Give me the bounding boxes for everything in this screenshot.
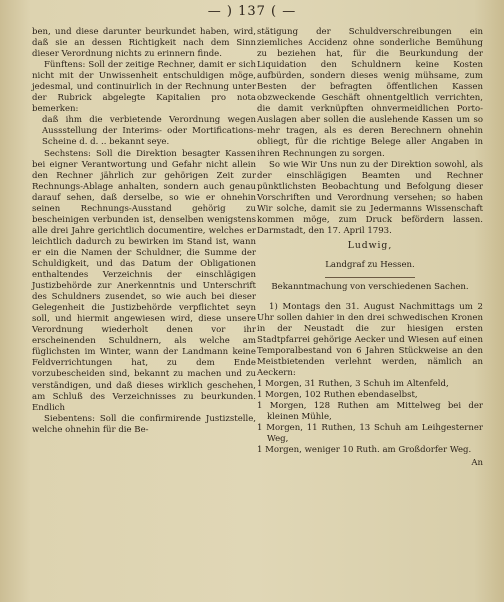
list-item: 1 Morgen, weniger 10 Ruth. am Großdorfer Weg. bbox=[257, 445, 472, 456]
left-column bbox=[32, 27, 256, 436]
list-item: 1 Morgen, 11 Ruthen, 13 Schuh am Leihgesterner Weg, bbox=[257, 423, 483, 445]
right-column bbox=[257, 27, 483, 478]
paragraph: So wie Wir Uns nun zu der Direktion sowohl, als der einschlägigen Beamten und Rechner pünktlichsten Beobachtung und Befolgung dieser Vorschriften und Verordnung versehen; so haben Wir solche, damit sie zu Jedermanns Wissenschaft kommen möge, zum Druck befördern lassen. Darmstadt, den 17. April 1793. bbox=[257, 159, 483, 236]
section-heading: Bekanntmachung von verschiedenen Sachen. bbox=[271, 282, 469, 293]
list-item: 1 Morgen, 102 Ruthen ebendaselbst, bbox=[257, 390, 418, 401]
signature-name: Ludwig, bbox=[347, 239, 393, 251]
paragraph: 1) Montags den 31. August Nachmittags um 2 Uhr sollen dahier in den drei schwedischen Kronen in der Neustadt die zur hiesigen ersten Stadtpfarrei gehörige Aecker und Wiesen auf einen Temporalbestand von 6 Jahren Stückweise an den Meistbietenden verlehnt werden, nämlich an Aeckern: bbox=[257, 301, 483, 379]
paragraph: ben, und diese darunter beurkundet haben, wird, daß sie an dessen Richtigkeit nach dem Sinn dieser Verordnung nichts zu erinnern finde. bbox=[32, 27, 256, 60]
paragraph: Siebentens: Soll die confirmirende Justizstelle, welche ohnehin für die Be- bbox=[32, 413, 256, 435]
list-item: 1 Morgen, 128 Ruthen am Mittelweg bei der kleinen Mühle, bbox=[257, 401, 483, 423]
paragraph: Fünftens: Soll der zeitige Rechner, damit er sich nicht mit der Unwissenheit entschuldigen möge, jedesmal, und continuirlich in der Rechnung unter der Rubrick abgelegte Kapitalien pro nota bemerken: bbox=[32, 60, 256, 115]
catchword: An bbox=[471, 458, 483, 469]
list-item: 1 Morgen, 31 Ruthen, 3 Schuh im Altenfeld, bbox=[257, 379, 449, 390]
paragraph: Sechstens: Soll die Direktion besagter Kassen bei eigner Verantwortung und Gefahr nicht allein den Rechner jährlich zur gehörigen Zeit zur Rechnungs-Ablage anhalten, sondern auch genau darauf sehen, daß derselbe, so wie er ohnehin seinen Rechnungs-Ausstand gehörig zu bescheinigen verbunden ist, denselben wenigstens alle drei Jahre gerichtlich documentire, welches er leichtlich dadurch zu bewirken im Stand ist, wann er ein die Namen der Schuldner, die Summe der Schuldigkeit, und das Datum der Obligationen enthaltendes Verzeichnis der einschlägigen Justizbehörde zur Anerkenntnis und Unterschrift des Schuldners zusendet, so wie auch bei dieser Gelegenheit die Justizbehörde verpflichtet seyn soll, und hiermit angewiesen wird, diese unsere Verordnung wiederholt denen vor ihr erscheinenden Schuldnern, als welche am füglichsten im Winter, wann der Landmann keine Feldverrichtungen hat, zu dem Ende vorzubescheiden sind, bekannt zu machen und zu verständigen, und daß dieses wirklich geschehen, am Schluß des Verzeichnisses zu beurkunden. Endlich bbox=[32, 148, 256, 413]
signature-title: Landgraf zu Hessen. bbox=[325, 260, 415, 271]
divider bbox=[325, 277, 415, 278]
paragraph: stätigung der Schuldverschreibungen ein ziemliches Accidenz ohne sonderliche Bemühung zu beziehen hat, für die Beurkundung der Liquidation den Schuldnern keine Kosten aufbürden, sondern dieses wenig mühsame, zum Besten der befragten öffentlichen Kassen obzweckende Geschäft ohnentgeltlich verrichten, die damit verknüpften ohnvermeidlichen Porto-Auslagen aber sollen die auslehende Kassen um so mehr tragen, als es deren Berechnern ohnehin obliegt, für die richtige Belege aller Angaben in ihren Rechnungen zu sorgen. bbox=[257, 27, 483, 159]
paragraph: daß ihm die verbietende Verordnung wegen Aussstellung der Interims- oder Mortifications-Scheine d. d. .. bekannt seye. bbox=[42, 115, 256, 148]
page-number: — ) 137 ( — bbox=[207, 4, 297, 19]
